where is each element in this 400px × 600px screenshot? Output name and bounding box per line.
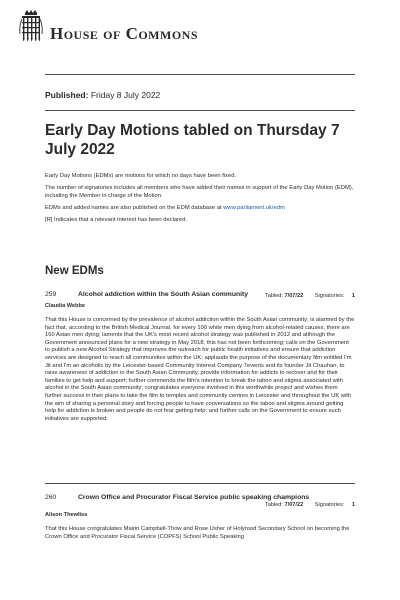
edm-tabled-info <box>265 293 355 299</box>
edm-item <box>45 494 355 541</box>
top-divider <box>45 74 355 75</box>
edm-database-link[interactable]: www.parliament.uk/edm <box>223 205 285 211</box>
portcullis-icon <box>18 10 44 44</box>
intro-notes <box>45 172 365 228</box>
edm-author[interactable]: Claudia Webbe <box>45 303 85 309</box>
signatories-label: Signatories: <box>314 293 345 299</box>
edm-title[interactable]: Alcohol addiction within the South Asian community <box>78 291 249 298</box>
signatories-label: Signatories: <box>314 502 345 508</box>
intro-paragraph-interest-key: [R] Indicates that a relevant interest has been declared. <box>45 217 188 223</box>
intro-paragraph-signatories: The number of signatories includes all members who have added their names in support of the Early Day Motion (EDM), including the Member in charge of the Motion. <box>45 185 354 199</box>
published-date: Friday 8 July 2022 <box>90 90 161 100</box>
edm-title[interactable]: Crown Office and Procurator Fiscal Service public speaking champions <box>78 494 310 501</box>
section-heading-new-edms: New EDMs <box>45 265 104 277</box>
tabled-label: Tabled: <box>264 293 283 299</box>
edm-number: 260 <box>45 494 57 501</box>
edm-meta <box>45 502 355 520</box>
signatories-count: 1 <box>351 502 355 508</box>
edm-author[interactable]: Alison Thewliss <box>45 512 88 518</box>
database-text: EDMs and added names are also published on the EDM database at <box>45 205 224 211</box>
edm-motion-text: That this House congratulates Mairin Campbell-Thow and Rose Usher of Holyrood Secondary School on becoming the Crown Office and Procurator Fiscal Service (COPFS) School Public Speaking <box>45 526 350 540</box>
edm-tabled-info <box>265 502 355 508</box>
published-line <box>45 90 160 100</box>
house-title <box>50 24 198 44</box>
tabled-date: 7/07/22 <box>284 293 304 299</box>
intro-paragraph-database <box>45 204 365 212</box>
published-label: Published: <box>45 90 89 100</box>
intro-paragraph-edm-definition: Early Day Motions (EDMs) are motions for which no days have been fixed. <box>45 173 237 179</box>
edm-divider <box>45 483 355 484</box>
published-divider <box>45 110 355 111</box>
tabled-date: 7/07/22 <box>284 502 304 508</box>
edm-number: 259 <box>45 291 57 298</box>
tabled-label: Tabled: <box>264 502 283 508</box>
page-header <box>18 10 382 56</box>
house-title-text: House of Commons <box>50 24 199 43</box>
signatories-count: 1 <box>351 293 355 299</box>
page-title: Early Day Motions tabled on Thursday 7 July 2022 <box>45 122 340 158</box>
edm-motion-text: That this House is concerned by the prevalence of alcohol addiction within the South Asian community; is alarmed by the fact that, according to the British Medical Journal, for every 100 white men dying from alcohol-related causes, there are 160 Asian men dying; laments that the UK's most recent alcohol strategy was published in 2012 and although the Government announced plans for a new strategy in May 2018, this has not been forthcoming; calls on the Government to publish a new Alcohol Strategy that improves the outreach for public health initiatives and ensure that addiction services are designed to reach all communities within the UK; applauds the purpose of the documentary film entitled I'm Jit and I'm an alcoholic by the Leicester-based Community Interest Company 7events and its founder Jit Chauhan, to raise awareness of addiction in the South Asian Community, provide information for addicts to recover and for their families to get help and support; further commends the film's intention to break the taboo and stigma associated with alcohol in the South Asian community; congratulates everyone involved in this worthwhile project and wishes them further success in their plans to take the film to temples and community centres in Leicester and throughout the UK with the aim of sharing a personal story and forcing people to have conversations so the taboo and stigma around getting help for addiction is broken and people do not fear getting help; and further calls on the Government to ensure such initiatives are supported. <box>45 317 355 422</box>
edm-item <box>45 291 355 423</box>
